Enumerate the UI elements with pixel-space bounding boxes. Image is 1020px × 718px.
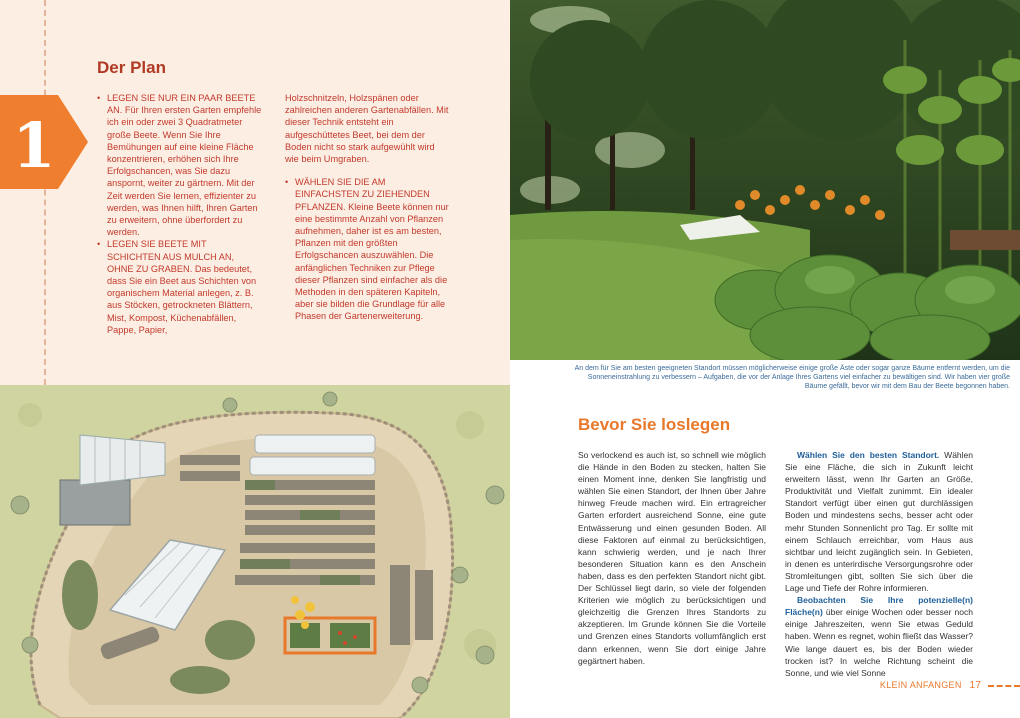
page-footer [880, 680, 1020, 691]
plan-column-1 [97, 92, 262, 336]
plan-bullet-2-continued: Holzschnitzeln, Holzspänen oder zahlreichen anderen Gartenabfällen. Mit dieser Technik entsteht ein aufgeschüttetes Beet, bei dem der Boden nicht so stark aufgewühlt wird wie beim Umgraben. [285, 93, 449, 165]
footer-dashes [988, 685, 1020, 687]
body-paragraph-2: Wählen Sie den besten Standort. Wählen Sie eine Fläche, die sich in Zukunft leicht erweitern lässt, wenn Ihr Garten an Größe, Produktivität und Vielfalt zunimmt. Ein idealer Standort verfügt über einen gut durchlässigen Boden und mindestens sechs, besser acht oder mehr Stunden Sonnenlicht pro Tag. Er sollte mit einem Schlauch erreichbar, vom Haus aus sichtbar und leicht zugänglich sein. In Gebieten, in denen es unterirdische Versorgungsrohre oder Stromleitungen gibt, sollten Sie sich über die Lage und Tiefe der Rohre informieren. [785, 450, 973, 594]
section-title: Bevor Sie loslegen [578, 415, 731, 434]
right-page [510, 0, 1020, 718]
body-column-2 [785, 449, 973, 679]
dashed-rule [44, 0, 46, 385]
plan-bullet-1: • LEGEN SIE NUR EIN PAAR BEETE AN. Für Ihren ersten Garten empfehle ich ein oder zwei 3 Quadratmeter große Beete. Wenn Sie Ihre Bemühungen auf eine kleine Fläche konzentrieren, erhöhen sich Ihre Erfolgschancen, was Sie dazu anspornt, weiter zu gärtnern. Mit der Zeit werden Sie lernen, effizienter zu werden, was Ihnen hilft, Ihren Garten zu erweitern, ohne überfordert zu werden. [97, 92, 262, 238]
plan-title: Der Plan [97, 58, 166, 77]
page-number: 17 [969, 680, 982, 691]
plan-bullet-3: • WÄHLEN SIE DIE AM EINFACHSTEN ZU ZIEHENDEN PFLANZEN. Kleine Beete können nur eine bestimmte Anzahl von Pflanzen aufnehmen, daher ist es am besten, Pflanzen mit den größten Erfolgschancen auszuwählen. Die anfänglichen Techniken zur Pflege dieser Pflanzen sind einfacher als die Methoden in den späteren Kapiteln, aber sie bilden die Grundlage für alle Phasen der Gartenerweiterung. [285, 176, 450, 322]
step-number: 1 [12, 109, 56, 182]
subheading-beobachten: Beobachten Sie Ihre potenzielle(n) Fläche(n) [785, 595, 973, 618]
photo-caption: An dem für Sie am besten geeigneten Standort müssen möglicherweise einige große Äste oder sogar ganze Bäume entfernt werden, um die Sonneneinstrahlung zu verbessern – Aufgaben, die vor der Anlage Ihres Gartens viel einfacher zu bewältigen sind. Wir haben vier große Bäume gefällt, bevor wir mit dem Bau der Beete begonnen haben. [574, 365, 1010, 391]
plan-bullet-2: • LEGEN SIE BEETE MIT SCHICHTEN AUS MULCH AN, OHNE ZU GRABEN. Das bedeutet, dass Sie ein Beet aus Schichten von organischem Material anlegen, z. B. aus Stöcken, getrockneten Blättern, Mist, Kompost, Küchenabfällen, Pappe, Papier, [97, 238, 262, 336]
body-column-1 [578, 449, 766, 667]
garden-photo [510, 0, 1020, 360]
body-paragraph-1: So verlockend es auch ist, so schnell wie möglich die Hände in den Boden zu stecken, halten Sie einen Moment inne, denken Sie langfristig und wählen Sie einen Standort, der Ihnen über Jahre hinweg Freude machen wird. Ein ertragreicher Garten erfordert ausreichend Sonne, eine gute Entwässerung und einen gesunden Boden. All diese Faktoren auf einmal zu berücksichtigen, kann schwierig werden, und je nach Ihrer besonderen Situation kann es den Anschein haben, dass es den perfekten Standort nicht gibt. Der Schlüssel liegt darin, so viele der folgenden Kriterien wie möglich zu berücksichtigen und gleichzeitig die Grenzen Ihres Standorts zu akzeptieren. Im Grunde können Sie die Vorteile und Grenzen eines Standorts vollumfänglich erst dann erkennen, wenn Sie dort einige Jahre gegärtnert haben. [578, 450, 766, 666]
step-number-badge [0, 95, 90, 189]
subheading-standort: Wählen Sie den besten Standort. [797, 450, 940, 460]
chapter-name: KLEIN ANFANGEN [879, 680, 962, 690]
plan-column-2 [285, 92, 450, 323]
body-paragraph-3: Beobachten Sie Ihre potenzielle(n) Fläche(n) über einige Wochen oder besser noch einige Jahreszeiten, wenn Sie etwas Geduld haben. Wenn es regnet, wohin fließt das Wasser? Wie lange dauert es, bis der Boden wieder trocken ist? In welche Richtung scheint die Sonne, und wie viel Sonne [785, 595, 973, 678]
garden-map-illustration [0, 385, 510, 718]
plan-box [0, 0, 510, 385]
